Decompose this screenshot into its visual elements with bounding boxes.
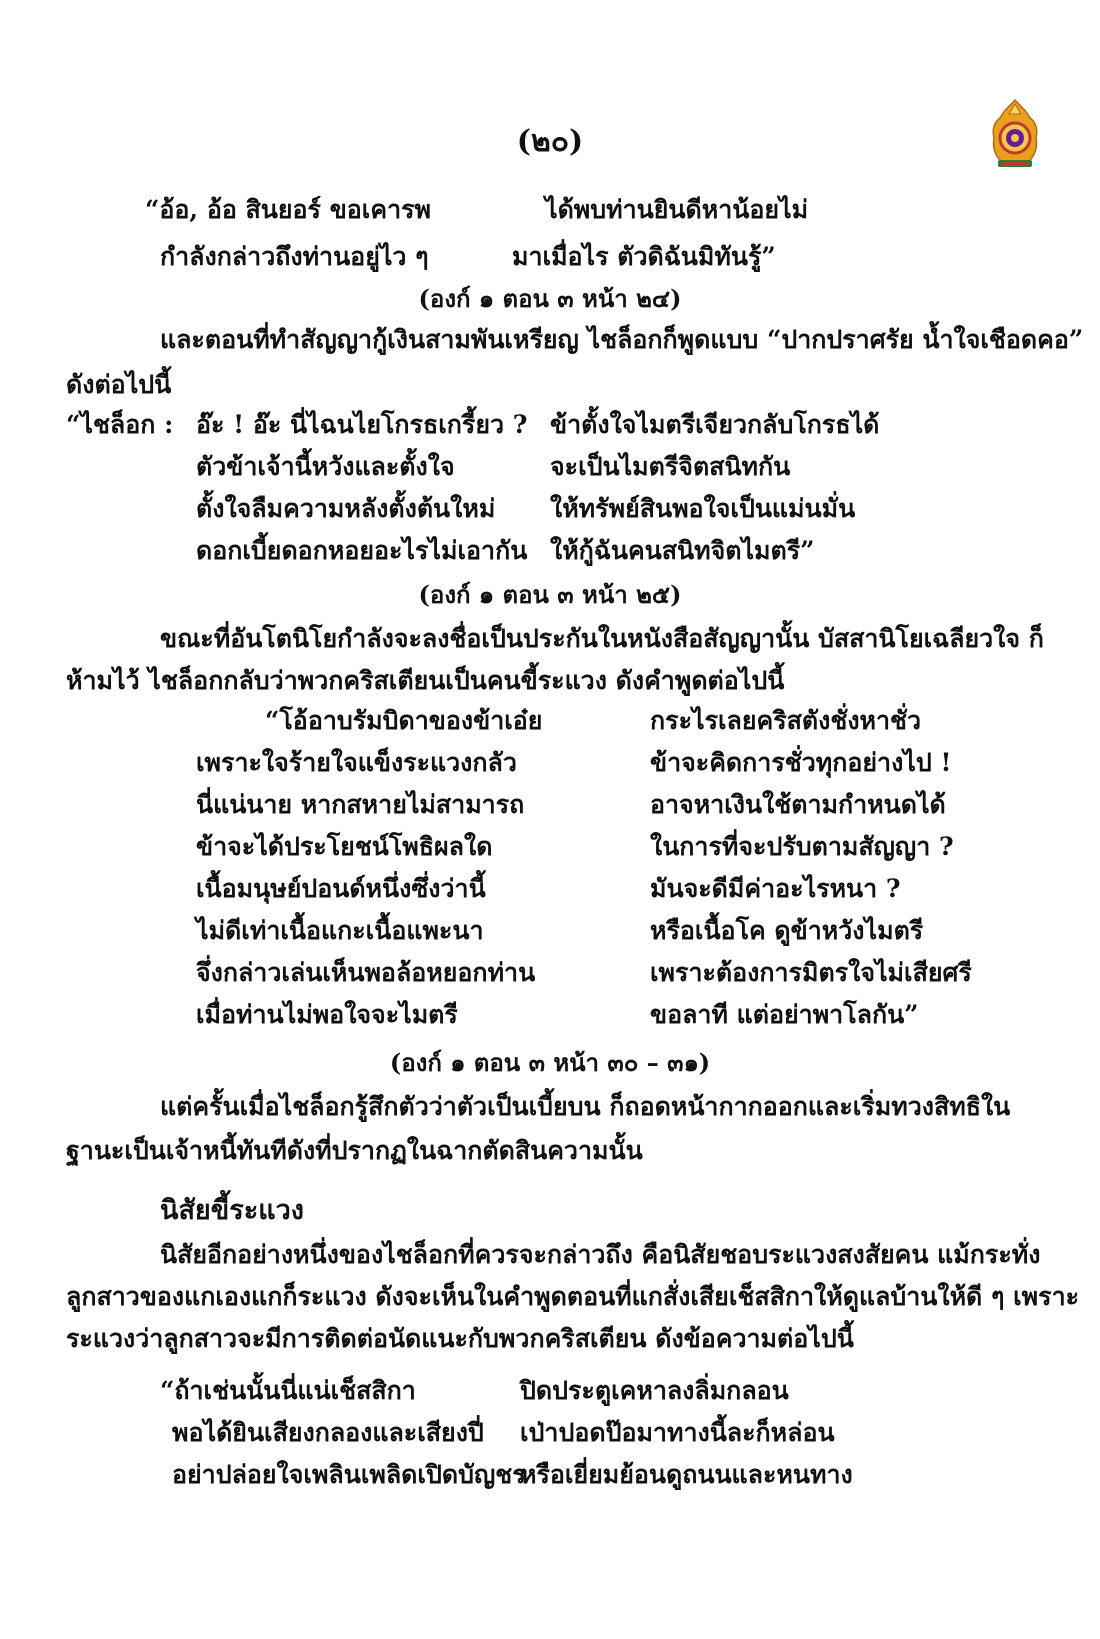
quote4-line2-right: เป่าปอดป๊อมาทางนี้ละก็หล่อน [520, 1418, 835, 1447]
quote3-line1-left: “โอ้อาบรัมบิดาของข้าเอ๋ย [265, 706, 543, 735]
quote3-line5-left: เนื้อมนุษย์ปอนด์หนึ่งซึ่งว่านี้ [196, 874, 486, 903]
quote2-line3-right: ให้ทรัพย์สินพอใจเป็นแม่นมั่น [550, 494, 856, 523]
quote1-line2-left: กำลังกล่าวถึงท่านอยู่ไว ๆ [160, 242, 429, 271]
quote3-line4-left: ข้าจะได้ประโยชน์โพธิผลใด [196, 832, 493, 861]
quote3-line3-left: นี่แน่นาย หากสหายไม่สามารถ [196, 790, 525, 819]
quote1-line2-right: มาเมื่อไร ตัวดิฉันมิทันรู้” [512, 242, 776, 271]
quote2-line4-left: ดอกเบี้ยดอกหอยอะไรไม่เอากัน [196, 536, 528, 565]
quote2-line2-left: ตัวข้าเจ้านี้หวังและตั้งใจ [196, 452, 455, 481]
quote1-line1-right: ได้พบท่านยินดีหาน้อยไม่ [545, 195, 809, 224]
quote2-line4-right: ให้กู้ฉันคนสนิทจิตไมตรี” [550, 536, 815, 565]
quote3-line3-right: อาจหาเงินใช้ตามกำหนดได้ [650, 790, 946, 819]
quote3-line6-left: ไม่ดีเท่าเนื้อแกะเนื้อแพะนา [196, 916, 484, 945]
quote2-speaker: “ไชล็อก : [66, 410, 174, 439]
para3-line2: ฐานะเป็นเจ้าหนี้ทันทีดังที่ปรากฏในฉากตัดสินความนั้น [66, 1136, 643, 1165]
quote2-line1-right: ข้าตั้งใจไมตรีเจียวกลับโกรธได้ [550, 410, 880, 439]
para2-line2: ห้ามไว้ ไชล็อกกลับว่าพวกคริสเตียนเป็นคนขี้ระแวง ดังคำพูดต่อไปนี้ [66, 666, 785, 695]
quote3-line7-left: จึ่งกล่าวเล่นเห็นพอล้อหยอกท่าน [196, 958, 536, 987]
para3-line1: แต่ครั้นเมื่อไชล็อกรู้สึกตัวว่าตัวเป็นเบี้ยบน ก็ถอดหน้ากากออกและเริ่มทวงสิทธิใน [160, 1092, 1011, 1121]
quote3-line8-left: เมื่อท่านไม่พอใจจะไมตรี [196, 1000, 458, 1029]
quote3-line8-right: ขอลาที แต่อย่าพาโลกัน” [650, 1000, 919, 1029]
quote1-citation: (องก์ ๑ ตอน ๓ หน้า ๒๔) [418, 284, 682, 313]
quote3-line6-right: หรือเนื้อโค ดูข้าหวังไมตรี [650, 916, 924, 945]
para1-line2: ดังต่อไปนี้ [66, 370, 172, 399]
quote2-citation: (องก์ ๑ ตอน ๓ หน้า ๒๕) [418, 580, 682, 609]
page-number: (๒๐) [516, 124, 584, 159]
para4-line1: นิสัยอีกอย่างหนึ่งของไชล็อกที่ควรจะกล่าวถึง คือนิสัยชอบระแวงสงสัยคน แม้กระทั่ง [160, 1240, 1041, 1269]
quote3-line2-left: เพราะใจร้ายใจแข็งระแวงกลัว [196, 748, 517, 777]
para2-line1: ขณะที่อันโตนิโยกำลังจะลงชื่อเป็นประกันในหนังสือสัญญานั้น บัสสานิโยเฉลียวใจ ก็ [160, 624, 1044, 653]
quote4-line2-left: พอได้ยินเสียงกลองและเสียงปี่ [172, 1418, 484, 1447]
para4-line3: ระแวงว่าลูกสาวจะมีการติดต่อนัดแนะกับพวกคริสเตียน ดังข้อความต่อไปนี้ [66, 1324, 854, 1353]
quote3-line2-right: ข้าจะคิดการชั่วทุกอย่างไป ! [650, 748, 952, 777]
quote4-line1-left: “ถ้าเช่นนั้นนี่แน่เช็สสิกา [160, 1376, 416, 1405]
quote4-line1-right: ปิดประตูเคหาลงลิ่มกลอน [520, 1376, 789, 1405]
quote1-line1-left: “อ้อ, อ้อ สินยอร์ ขอเคารพ [145, 195, 432, 224]
para4-line2: ลูกสาวของแกเองแกก็ระแวง ดังจะเห็นในคำพูดตอนที่แกสั่งเสียเช็สสิกาให้ดูแลบ้านให้ดี ๆ เพราะ [66, 1282, 1080, 1311]
quote2-line2-right: จะเป็นไมตรีจิตสนิทกัน [550, 452, 791, 481]
quote3-line1-right: กระไรเลยคริสตังชั่งหาชั่ว [650, 706, 922, 735]
quote3-line7-right: เพราะต้องการมิตรใจไม่เสียศรี [650, 958, 972, 987]
quote3-citation: (องก์ ๑ ตอน ๓ หน้า ๓๐ – ๓๑) [389, 1048, 711, 1077]
section-heading: นิสัยขี้ระแวง [160, 1195, 304, 1226]
para1-line1: และตอนที่ทำสัญญากู้เงินสามพันเหรียญ ไชล็อกก็พูดแบบ “ปากปราศรัย น้ำใจเชือดคอ” [160, 325, 1084, 354]
quote3-line4-right: ในการที่จะปรับตามสัญญา ? [650, 832, 954, 861]
quote3-line5-right: มันจะดีมีค่าอะไรหนา ? [650, 874, 901, 903]
quote4-line3-left: อย่าปล่อยใจเพลินเพลิดเปิดบัญชร [172, 1460, 526, 1489]
quote2-line1-left: อ๊ะ ! อ๊ะ นี่ไฉนไยโกรธเกรี้ยว ? [196, 410, 528, 439]
quote2-line3-left: ตั้งใจลืมความหลังตั้งต้นใหม่ [196, 494, 496, 523]
quote4-line3-right: หรือเยี่ยมย้อนดูถนนและหนทาง [520, 1460, 853, 1489]
